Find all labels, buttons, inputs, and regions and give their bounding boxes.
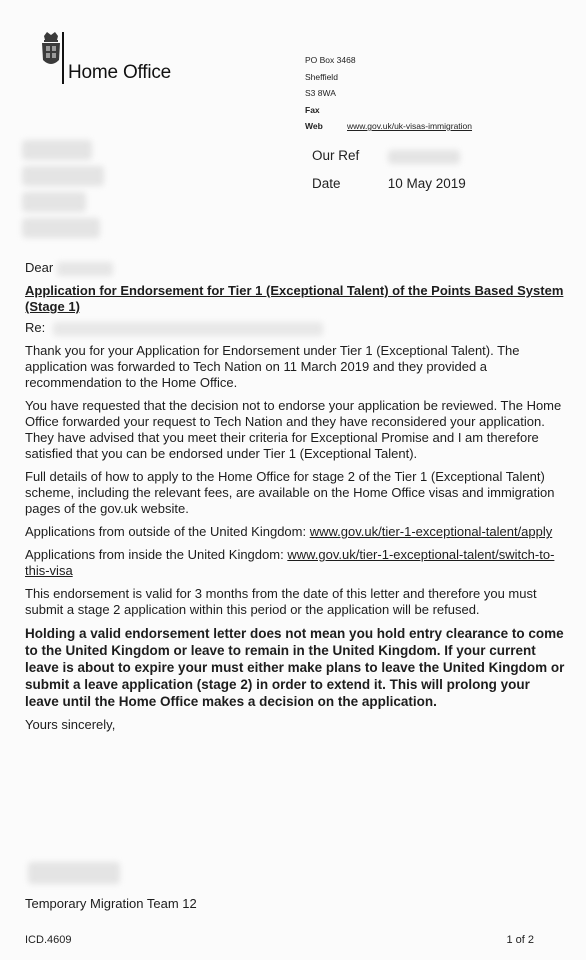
re-row [25,320,565,336]
team-name: Temporary Migration Team 12 [25,896,197,911]
warning-paragraph: Holding a valid endorsement letter does not mean you hold entry clearance to come to the United Kingdom or leave to remain in the United Kingdom. If your current leave is about to expire your must either make plans to leave the United Kingdom or submit a leave application (stage 2) in order to extend it. This will prolong your leave until the Home Office makes a decision on the application. [25,626,565,709]
outside-uk-row [25,524,565,540]
redacted-re [53,322,323,336]
letter-body [25,260,565,740]
web-row [305,118,472,135]
outside-uk-text: Applications from outside of the United Kingdom: [25,524,310,539]
subject-line: Application for Endorsement for Tier 1 (Exceptional Talent) of the Points Based System (Stage 1) [25,283,564,314]
paragraph-2: You have requested that the decision not to endorse your application be reviewed. The Home Office forwarded your request to Tech Nation and they have reconsidered your application. They have advised that you meet their criteria for Exceptional Promise and I am therefore satisfied that you can be endorsed under Tier 1 (Exceptional Talent). [25,398,562,461]
redacted-recipient-1 [22,140,92,160]
our-ref-label: Our Ref [312,148,360,163]
redacted-name [57,262,113,276]
fax-row [305,102,472,119]
royal-crest-icon [38,30,64,74]
inside-uk-text: Applications from inside the United Kingdom: [25,547,288,562]
date-row [312,176,466,204]
web-link[interactable]: www.gov.uk/uk-visas-immigration [347,121,473,131]
outside-uk-link[interactable]: www.gov.uk/tier-1-exceptional-talent/apply [309,524,553,539]
address-line-2: Sheffield [305,71,338,82]
salutation-row [25,260,565,276]
address-block [305,52,472,135]
redacted-recipient-4 [22,218,100,238]
web-label: Web [305,121,323,131]
paragraph-3: Full details of how to apply to the Home Office for stage 2 of the Tier 1 (Exceptional Talent) scheme, including the relevant fees, are available on the Home Office visas and immigration pages of the gov.uk website. [25,469,555,516]
date-label: Date [312,176,341,191]
inside-uk-row [25,547,565,579]
inside-uk-link[interactable]: www.gov.uk/tier-1-exceptional-talent/switch-to-this-visa [25,547,555,578]
logo-rule [62,32,64,84]
re-label: Re: [25,320,46,335]
footer-code: ICD.4609 [25,934,72,946]
page-number: 1 of 2 [506,934,534,946]
reference-block [312,148,466,204]
redacted-signature [28,862,120,884]
date-value: 10 May 2019 [387,176,466,191]
paragraph-4: This endorsement is valid for 3 months from the date of this letter and therefore you must submit a stage 2 application within this period or the application will be refused. [25,586,537,617]
redacted-recipient-3 [22,192,86,212]
redacted-recipient-2 [22,166,104,186]
salutation: Dear [25,260,54,275]
brand-name: Home Office [68,62,172,83]
fax-label: Fax [305,104,320,115]
our-ref-row [312,148,466,176]
closing: Yours sincerely, [25,717,116,732]
address-line-3: S3 8WA [305,88,336,98]
paragraph-1: Thank you for your Application for Endorsement under Tier 1 (Exceptional Talent). The application was forwarded to Tech Nation on 11 March 2019 and they provided a recommendation to the Home Office. [25,343,520,390]
redacted-ref [388,150,460,164]
address-line-1: PO Box 3468 [305,55,356,65]
